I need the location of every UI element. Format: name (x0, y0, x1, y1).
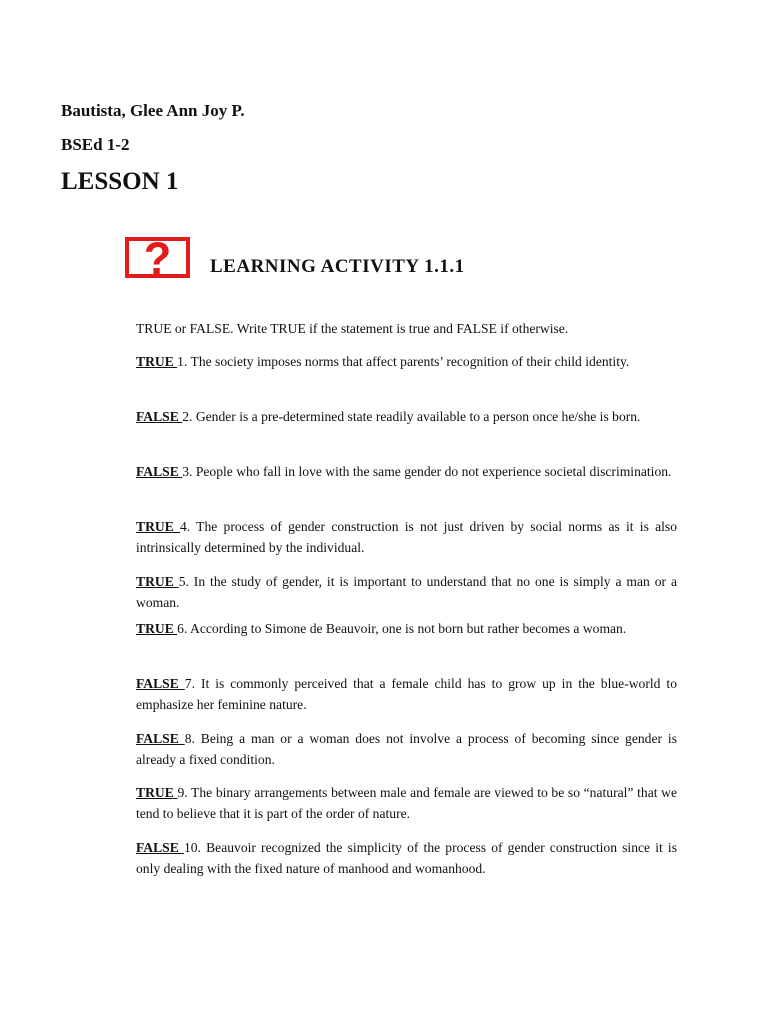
question-item-4 (136, 516, 677, 558)
answer-7: FALSE (136, 676, 185, 691)
lesson-title: LESSON 1 (61, 168, 179, 195)
question-item-3 (136, 461, 677, 482)
answer-4: TRUE (136, 519, 180, 534)
statement-1: 1. The society imposes norms that affect parents’ recognition of their child identity. (177, 354, 630, 369)
statement-2: 2. Gender is a pre-determined state readily available to a person once he/she is born. (182, 409, 641, 424)
statement-8: 8. Being a man or a woman does not involve a process of becoming since gender is already a fixed condition. (136, 731, 677, 767)
answer-8: FALSE (136, 731, 185, 746)
question-item-10 (136, 837, 677, 879)
question-item-2 (136, 406, 677, 427)
question-mark-icon: ? (125, 237, 190, 278)
answer-1: TRUE (136, 354, 178, 369)
answer-10: FALSE (136, 840, 184, 855)
question-item-6 (136, 618, 677, 639)
statement-4: 4. The process of gender construction is not just driven by social norms as it is also intrinsically determined by the individual. (136, 519, 677, 555)
question-item-9 (136, 782, 677, 824)
activity-title: LEARNING ACTIVITY 1.1.1 (210, 256, 465, 277)
student-section: BSEd 1-2 (61, 135, 130, 154)
answer-9: TRUE (136, 785, 178, 800)
statement-6: 6. According to Simone de Beauvoir, one is not born but rather becomes a woman. (177, 621, 627, 636)
answer-3: FALSE (136, 464, 183, 479)
answer-6: TRUE (136, 621, 178, 636)
statement-5: 5. In the study of gender, it is important to understand that no one is simply a man or a woman. (136, 574, 677, 610)
question-item-5 (136, 571, 677, 613)
answer-2: FALSE (136, 409, 183, 424)
statement-9: 9. The binary arrangements between male and female are viewed to be so “natural” that we tend to believe that it is part of the order of nature. (136, 785, 678, 821)
statement-10: 10. Beauvoir recognized the simplicity of the process of gender construction since it is only dealing with the fixed nature of manhood and womanhood. (136, 840, 677, 876)
activity-instructions: TRUE or FALSE. Write TRUE if the statement is true and FALSE if otherwise. (136, 321, 569, 336)
question-item-7 (136, 673, 677, 715)
statement-3: 3. People who fall in love with the same gender do not experience societal discrimination. (182, 464, 672, 479)
statement-7: 7. It is commonly perceived that a female child has to grow up in the blue-world to emphasize her feminine nature. (136, 676, 677, 712)
student-name: Bautista, Glee Ann Joy P. (61, 101, 245, 120)
question-item-8 (136, 728, 677, 770)
answer-5: TRUE (136, 574, 179, 589)
question-item-1 (136, 351, 677, 372)
